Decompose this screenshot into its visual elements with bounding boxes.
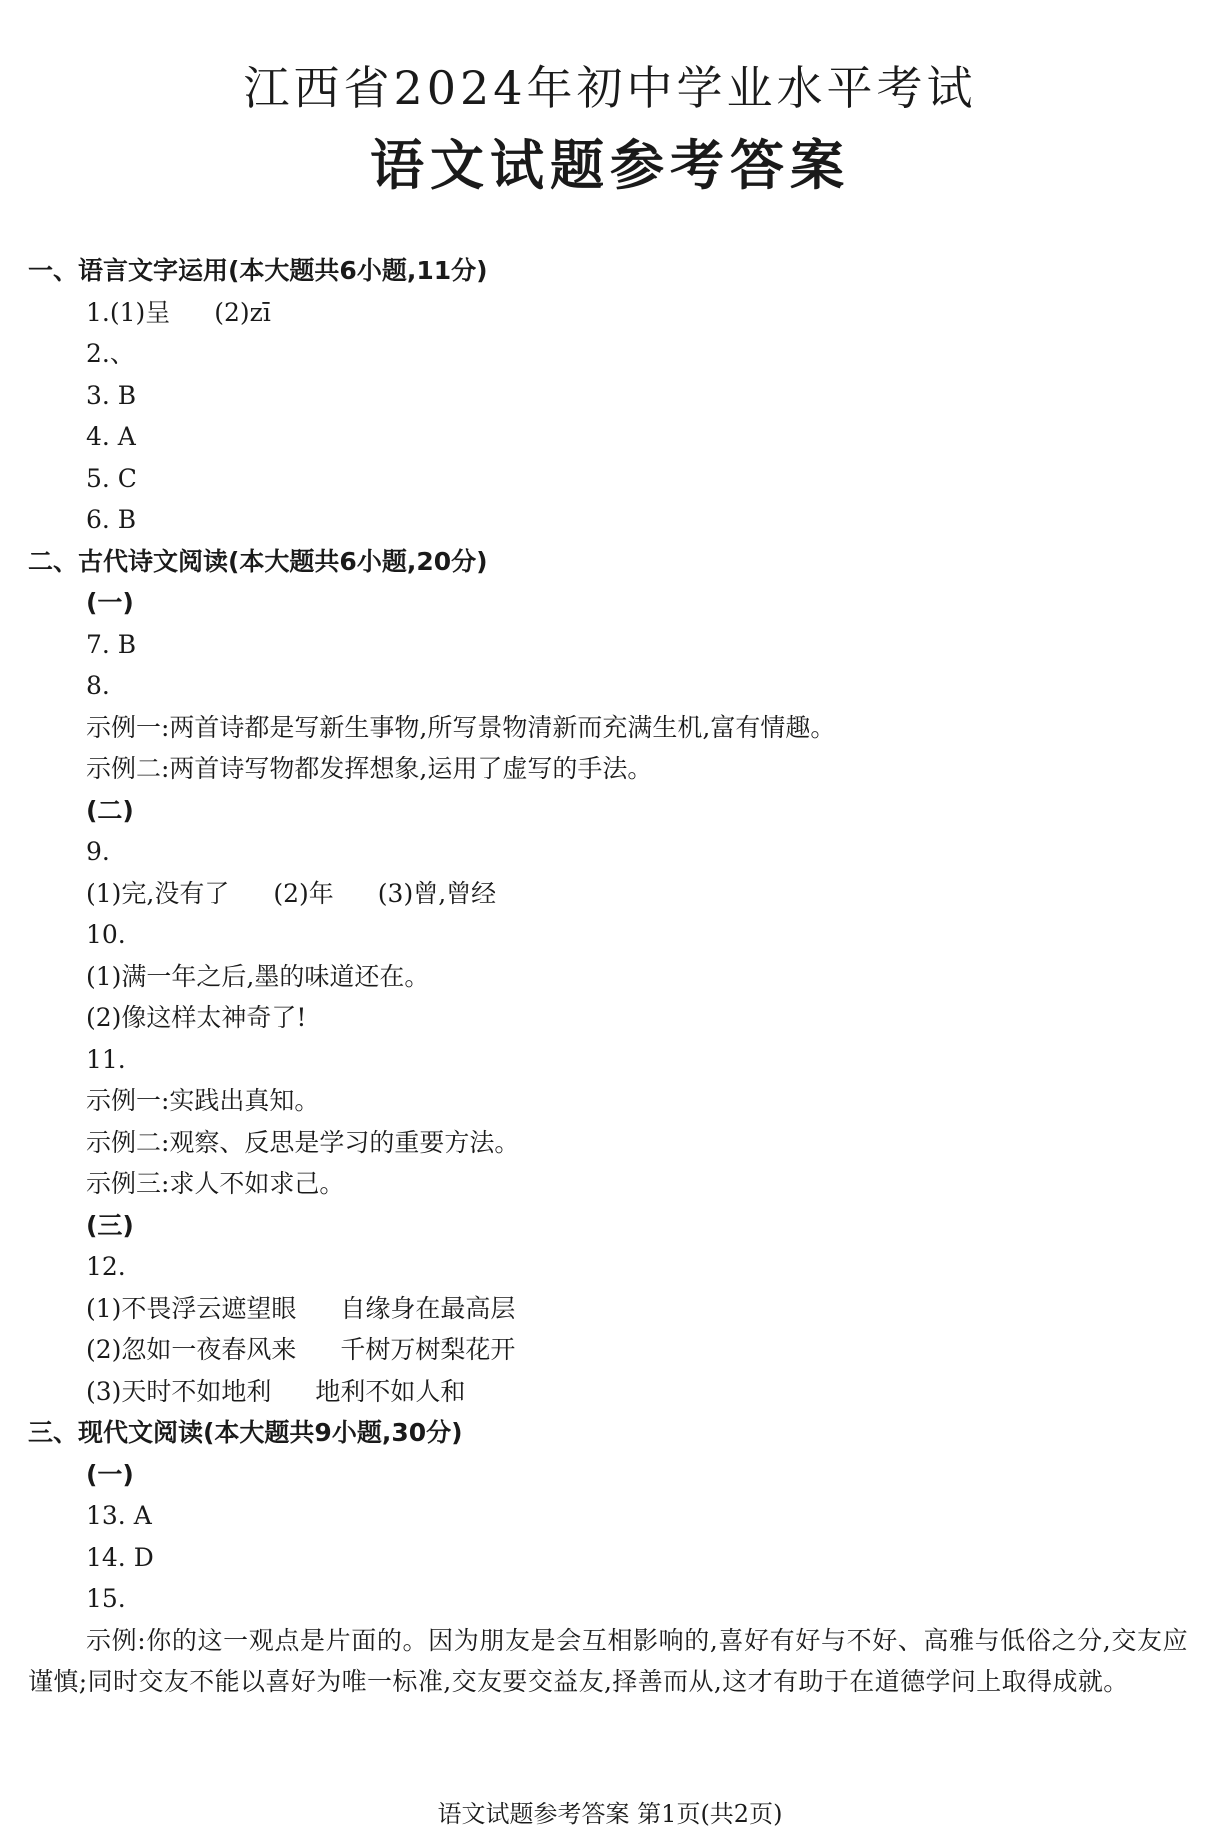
answer-q9-part1: (1)完,没有了 <box>86 878 230 908</box>
answer-q12-line2 <box>28 1329 1188 1371</box>
subsection-label: (一) <box>86 588 134 617</box>
answer-q5: 5. C <box>86 463 137 493</box>
answer-q9-part2: (2)年 <box>273 878 334 908</box>
answer-q10-part2: (2)像这样太神奇了! <box>86 1003 307 1032</box>
answer-q10-number: 10. <box>86 920 126 949</box>
answer-q9-part3: (3)曾,曾经 <box>377 878 497 908</box>
subsection-label: (一) <box>86 1459 134 1489</box>
answer-q15-example: 示例:你的这一观点是片面的。因为朋友是会互相影响的,喜好有好与不好、高雅与低俗之分,交友应谨慎;同时交友不能以喜好为唯一标准,交友要交益友,择善而从,这才有助于在道德学问上取得成就。 <box>28 1625 1188 1696</box>
answer-q8-number: 8. <box>86 671 110 700</box>
answer-q3: 3. B <box>86 380 137 410</box>
poem-line: (2)忽如一夜春风来 <box>86 1335 297 1364</box>
answer-q1-part1: 1.(1)呈 <box>86 297 171 327</box>
answer-q8-example2: 示例二:两首诗写物都发挥想象,运用了虚写的手法。 <box>86 754 653 783</box>
answer-q1 <box>28 292 1188 334</box>
answer-q8-example1: 示例一:两首诗都是写新生事物,所写景物清新而充满生机,富有情趣。 <box>86 712 836 742</box>
section-heading-3: 三、现代文阅读(本大题共9小题,30分) <box>28 1418 463 1447</box>
page-footer: 语文试题参考答案 第1页(共2页) <box>437 1800 783 1828</box>
answer-q2: 2.、 <box>86 339 135 368</box>
answer-q9-items <box>28 873 1188 915</box>
answer-q14: 14. D <box>86 1542 154 1572</box>
subsection-label: (二) <box>86 795 134 825</box>
answer-q11-example3: 示例三:求人不如求己。 <box>86 1169 345 1198</box>
answer-q10-part1: (1)满一年之后,墨的味道还在。 <box>86 961 430 991</box>
answer-q1-part2: (2)zī <box>214 297 271 327</box>
poem-line: 地利不如人和 <box>315 1376 466 1406</box>
answer-q7: 7. B <box>86 629 137 659</box>
answer-q11-example1: 示例一:实践出真知。 <box>86 1086 320 1115</box>
answer-q9-number: 9. <box>86 837 110 866</box>
poem-line: (3)天时不如地利 <box>86 1376 272 1406</box>
exam-title: 江西省2024年初中学业水平考试 <box>243 61 977 115</box>
answer-q13: 13. A <box>86 1501 152 1530</box>
answer-q6: 6. B <box>86 505 137 534</box>
poem-line: (1)不畏浮云遮望眼 <box>86 1293 297 1323</box>
poem-line: 千树万树梨花开 <box>340 1335 516 1364</box>
answer-q4: 4. A <box>86 422 136 451</box>
section-heading-2: 二、古代诗文阅读(本大题共6小题,20分) <box>28 546 488 576</box>
answer-q11-number: 11. <box>86 1044 126 1074</box>
answer-q12-line1 <box>28 1288 1188 1330</box>
answer-content <box>28 250 1188 1703</box>
document-title: 语文试题参考答案 <box>370 134 850 197</box>
section-heading-1: 一、语言文字运用(本大题共6小题,11分) <box>28 256 488 285</box>
answer-q12-line3 <box>28 1371 1188 1413</box>
answer-q15-number: 15. <box>86 1584 126 1613</box>
answer-q11-example2: 示例二:观察、反思是学习的重要方法。 <box>86 1127 520 1157</box>
answer-q12-number: 12. <box>86 1252 126 1281</box>
poem-line: 自缘身在最高层 <box>340 1293 516 1323</box>
subsection-label: (三) <box>86 1210 134 1240</box>
